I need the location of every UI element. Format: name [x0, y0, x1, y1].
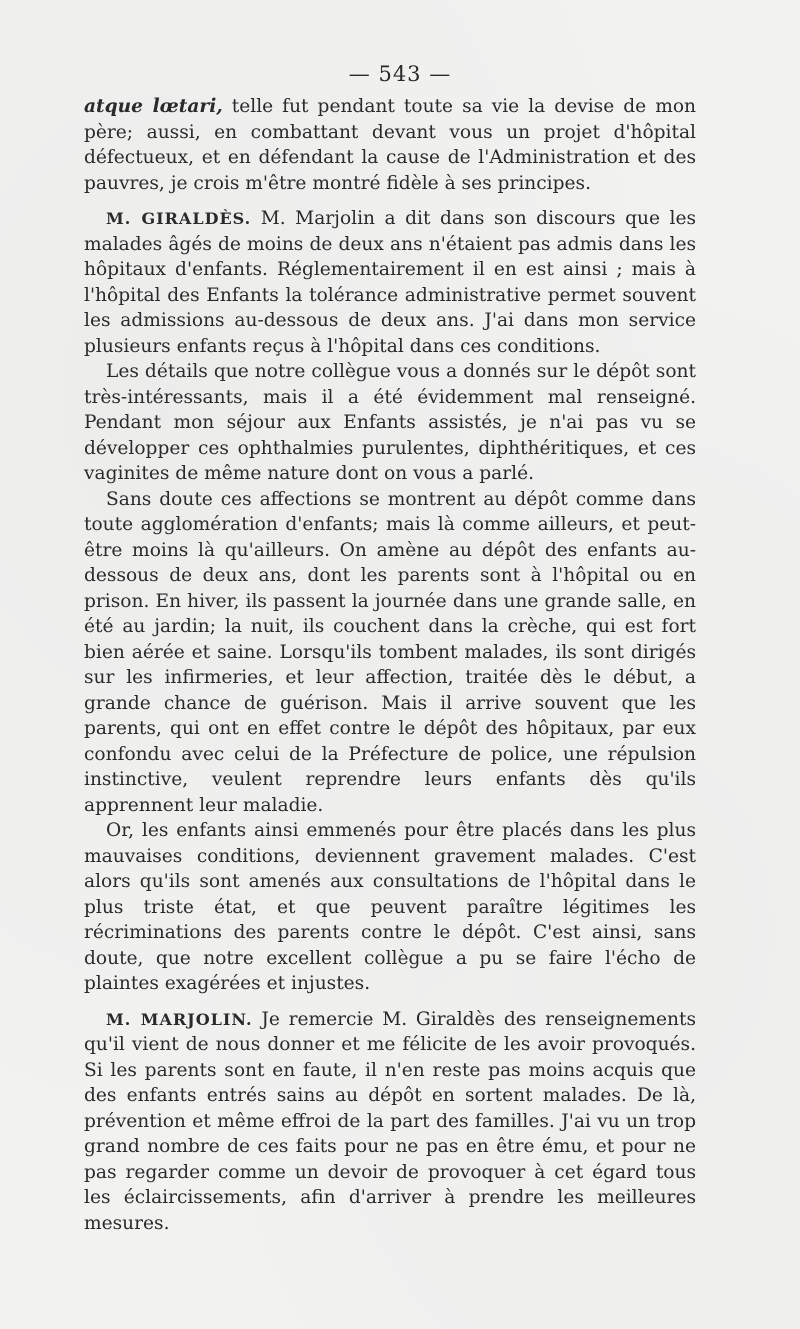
speaker-name: M. MARJOLIN. — [106, 1009, 253, 1029]
paragraph-text: Je remercie M. Giraldès des renseignements qu'il vient de nous donner et me félicite de les avoir provoqués. Si les parents sont en faute, il n'en reste pas moins acquis que des enfants entrés sains au dépôt en sortent malades. De là, prévention et même effroi de la part des familles. J'ai vu un trop grand nombre de ces faits pour ne pas en être ému, et pour ne pas regarder comme un devoir de provoquer à cet égard tous les éclaircissements, afin d'arriver à prendre les meilleures mesures. — [84, 1008, 696, 1234]
paragraph — [84, 94, 696, 196]
paragraph-text: M. Marjolin a dit dans son discours que les malades âgés de moins de deux ans n'étaient pas admis dans les hôpitaux d'enfants. Réglementairement il en est ainsi ; mais à l'hôpital des Enfants la tolérance administrative permet souvent les admissions au-dessous de deux ans. J'ai dans mon service plusieurs enfants reçus à l'hôpital dans ces conditions. — [84, 208, 696, 357]
speaker-name: M. GIRALDÈS. — [106, 209, 252, 228]
paragraph-text: Sans doute ces affections se montrent au dépôt comme dans toute agglomération d'enfants; mais là comme ailleurs, et peut-être moins là qu'ailleurs. On amène au dépôt des enfants au-dessous de deux ans, dont les parents sont à l'hôpital ou en prison. En hiver, ils passent la journée dans une grande salle, en été au jardin; la nuit, ils couchent dans la crèche, qui est fort bien aérée et saine. Lorsqu'ils tombent malades, ils sont dirigés sur les infirmeries, et leur affection, traitée dès le début, a grande chance de guérison. Mais il arrive souvent que les parents, qui ont en effet contre le dépôt des hôpitaux, par eux confondu avec celui de la Préfecture de police, une répulsion instinctive, veulent reprendre leurs enfants dès qu'ils apprennent leur maladie. — [84, 488, 696, 816]
paragraph-text: telle fut pendant toute sa vie la devise de mon père; aussi, en combattant devant vous un projet d'hôpital défectueux, et en défendant la cause de l'Administration et des pauvres, je crois m'être montré fidèle à ses principes. — [84, 96, 696, 194]
paragraph — [84, 818, 696, 997]
paragraph — [84, 206, 696, 359]
paragraph-text: Les détails que notre collègue vous a donnés sur le dépôt sont très-intéressants, mais il a été évidemment mal renseigné. Pendant mon séjour aux Enfants assistés, je n'ai pas vu se développer ces ophthalmies purulentes, diphthéritiques, et ces vaginites de même nature dont on vous a parlé. — [84, 361, 696, 484]
latin-phrase: atque lœtari, — [84, 96, 223, 117]
paragraph — [84, 359, 696, 487]
body-text — [84, 94, 696, 1236]
paragraph — [84, 487, 696, 819]
paragraph — [84, 1007, 696, 1237]
paragraph-text: Or, les enfants ainsi emmenés pour être placés dans les plus mauvaises conditions, deviennent gravement malades. C'est alors qu'ils sont amenés aux consultations de l'hôpital dans le plus triste état, et que peuvent paraître légitimes les récriminations des parents contre le dépôt. C'est ainsi, sans doute, que notre excellent collègue a pu se faire l'écho de plaintes exagérées et injustes. — [84, 820, 696, 994]
page-number: — 543 — — [348, 62, 452, 86]
